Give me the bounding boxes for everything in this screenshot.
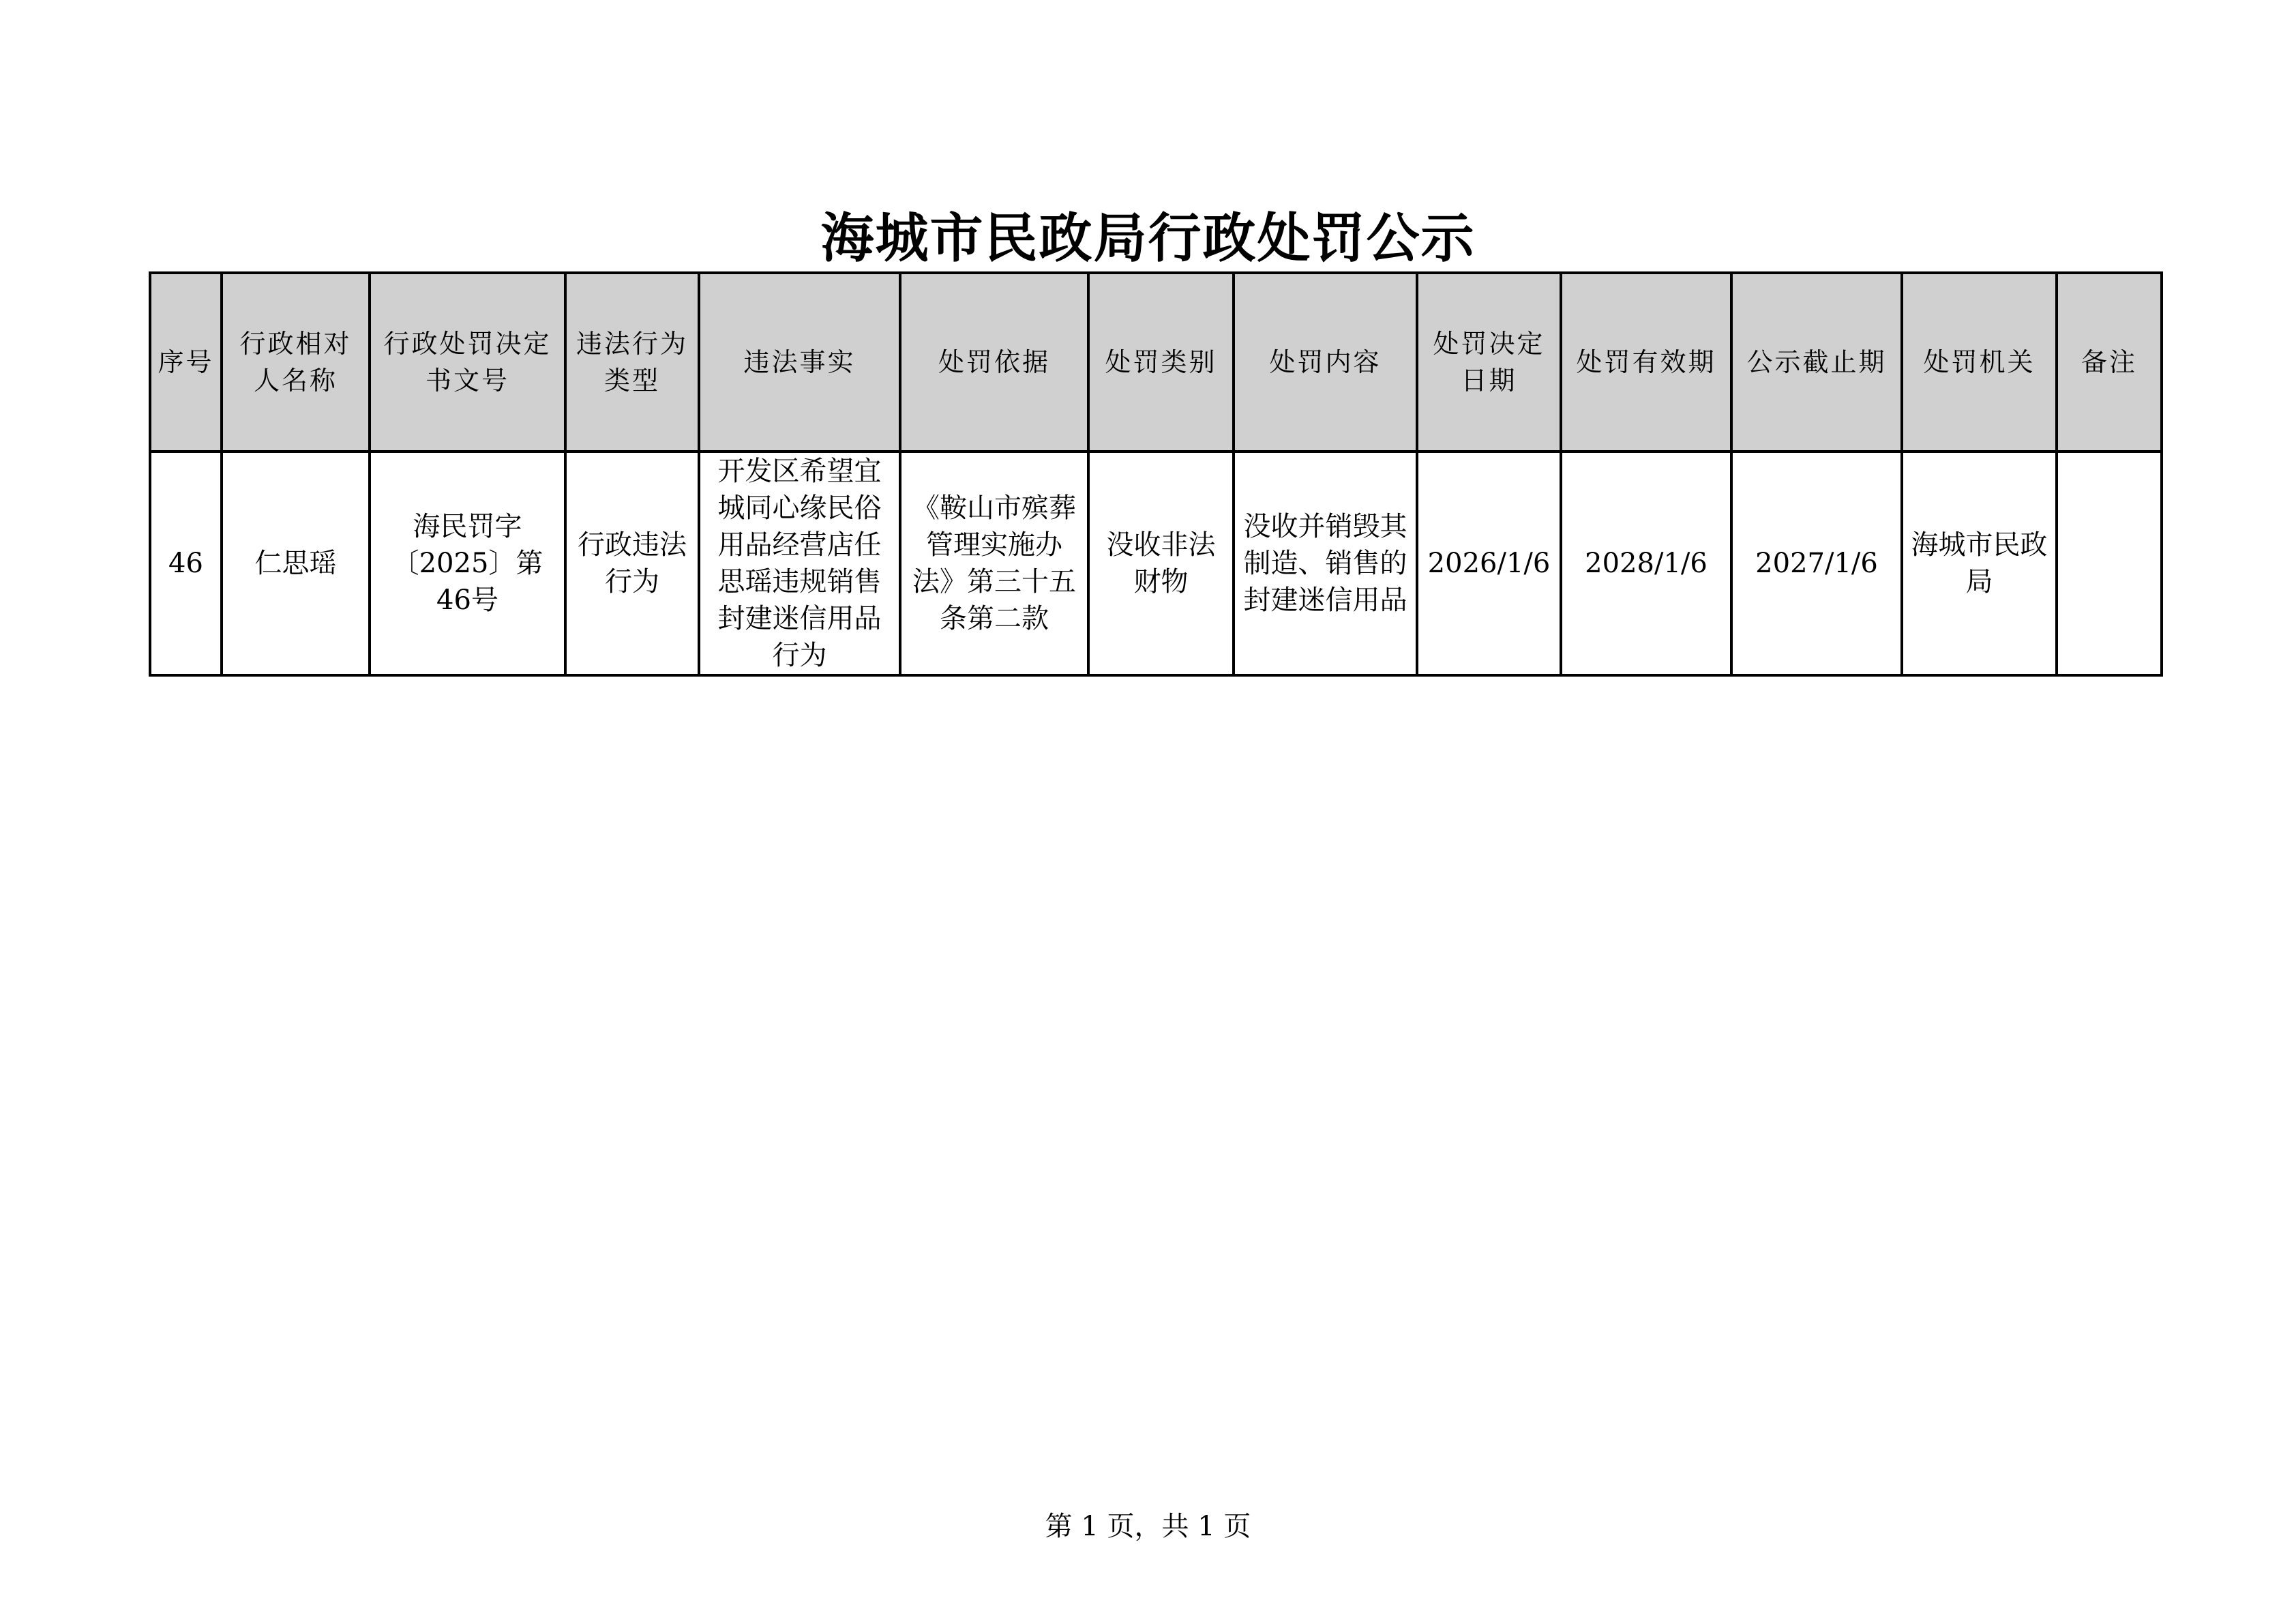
- penalty-table: [149, 271, 2163, 677]
- cell-penalty-category: 没收非法财物: [1088, 452, 1234, 675]
- document-title: 海城市民政局行政处罚公示: [820, 207, 1476, 269]
- header-validity-period: 处罚有效期: [1561, 273, 1731, 452]
- header-violation-type: 违法行为类型: [565, 273, 699, 452]
- cell-violation-facts: 开发区希望宜城同心缘民俗用品经营店任思瑶违规销售封建迷信用品行为: [699, 452, 900, 675]
- page-footer: 第 1 页，共 1 页: [1045, 1511, 1251, 1542]
- header-remarks: 备注: [2057, 273, 2162, 452]
- header-penalty-category: 处罚类别: [1088, 273, 1234, 452]
- cell-decision-no: 海民罚字〔2025〕第46号: [370, 452, 565, 675]
- cell-decision-date: 2026/1/6: [1417, 452, 1561, 675]
- header-legal-basis: 处罚依据: [900, 273, 1088, 452]
- table-row: [150, 452, 2162, 675]
- table-header-row: [150, 273, 2162, 452]
- cell-party-name: 仁思瑶: [222, 452, 370, 675]
- header-publicity-deadline: 公示截止期: [1731, 273, 1902, 452]
- header-decision-no: 行政处罚决定书文号: [370, 273, 565, 452]
- header-violation-facts: 违法事实: [699, 273, 900, 452]
- cell-authority: 海城市民政局: [1902, 452, 2057, 675]
- header-decision-date: 处罚决定日期: [1417, 273, 1561, 452]
- cell-legal-basis: 《鞍山市殡葬管理实施办法》第三十五条第二款: [900, 452, 1088, 675]
- header-penalty-content: 处罚内容: [1234, 273, 1417, 452]
- cell-penalty-content: 没收并销毁其制造、销售的封建迷信用品: [1234, 452, 1417, 675]
- cell-publicity-deadline: 2027/1/6: [1731, 452, 1902, 675]
- cell-validity-period: 2028/1/6: [1561, 452, 1731, 675]
- cell-serial: 46: [150, 452, 222, 675]
- cell-violation-type: 行政违法行为: [565, 452, 699, 675]
- header-authority: 处罚机关: [1902, 273, 2057, 452]
- header-party-name: 行政相对人名称: [222, 273, 370, 452]
- header-serial: 序号: [150, 273, 222, 452]
- cell-remarks: [2057, 452, 2162, 675]
